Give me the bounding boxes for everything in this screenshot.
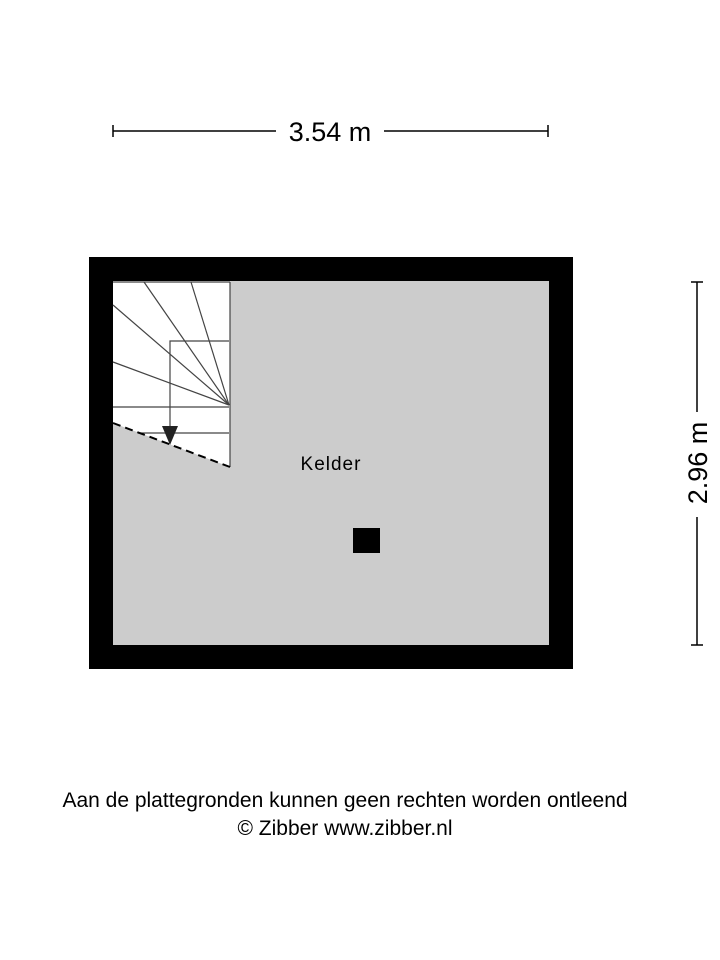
- copyright-text: © Zibber www.zibber.nl: [237, 817, 453, 840]
- width-label: 3.54 m: [288, 117, 372, 147]
- column: [353, 528, 380, 553]
- disclaimer-text: Aan de plattegronden kunnen geen rechten worden ontleend: [62, 789, 628, 812]
- room-label: Kelder: [300, 454, 362, 475]
- height-label: 2.96 m: [683, 421, 713, 505]
